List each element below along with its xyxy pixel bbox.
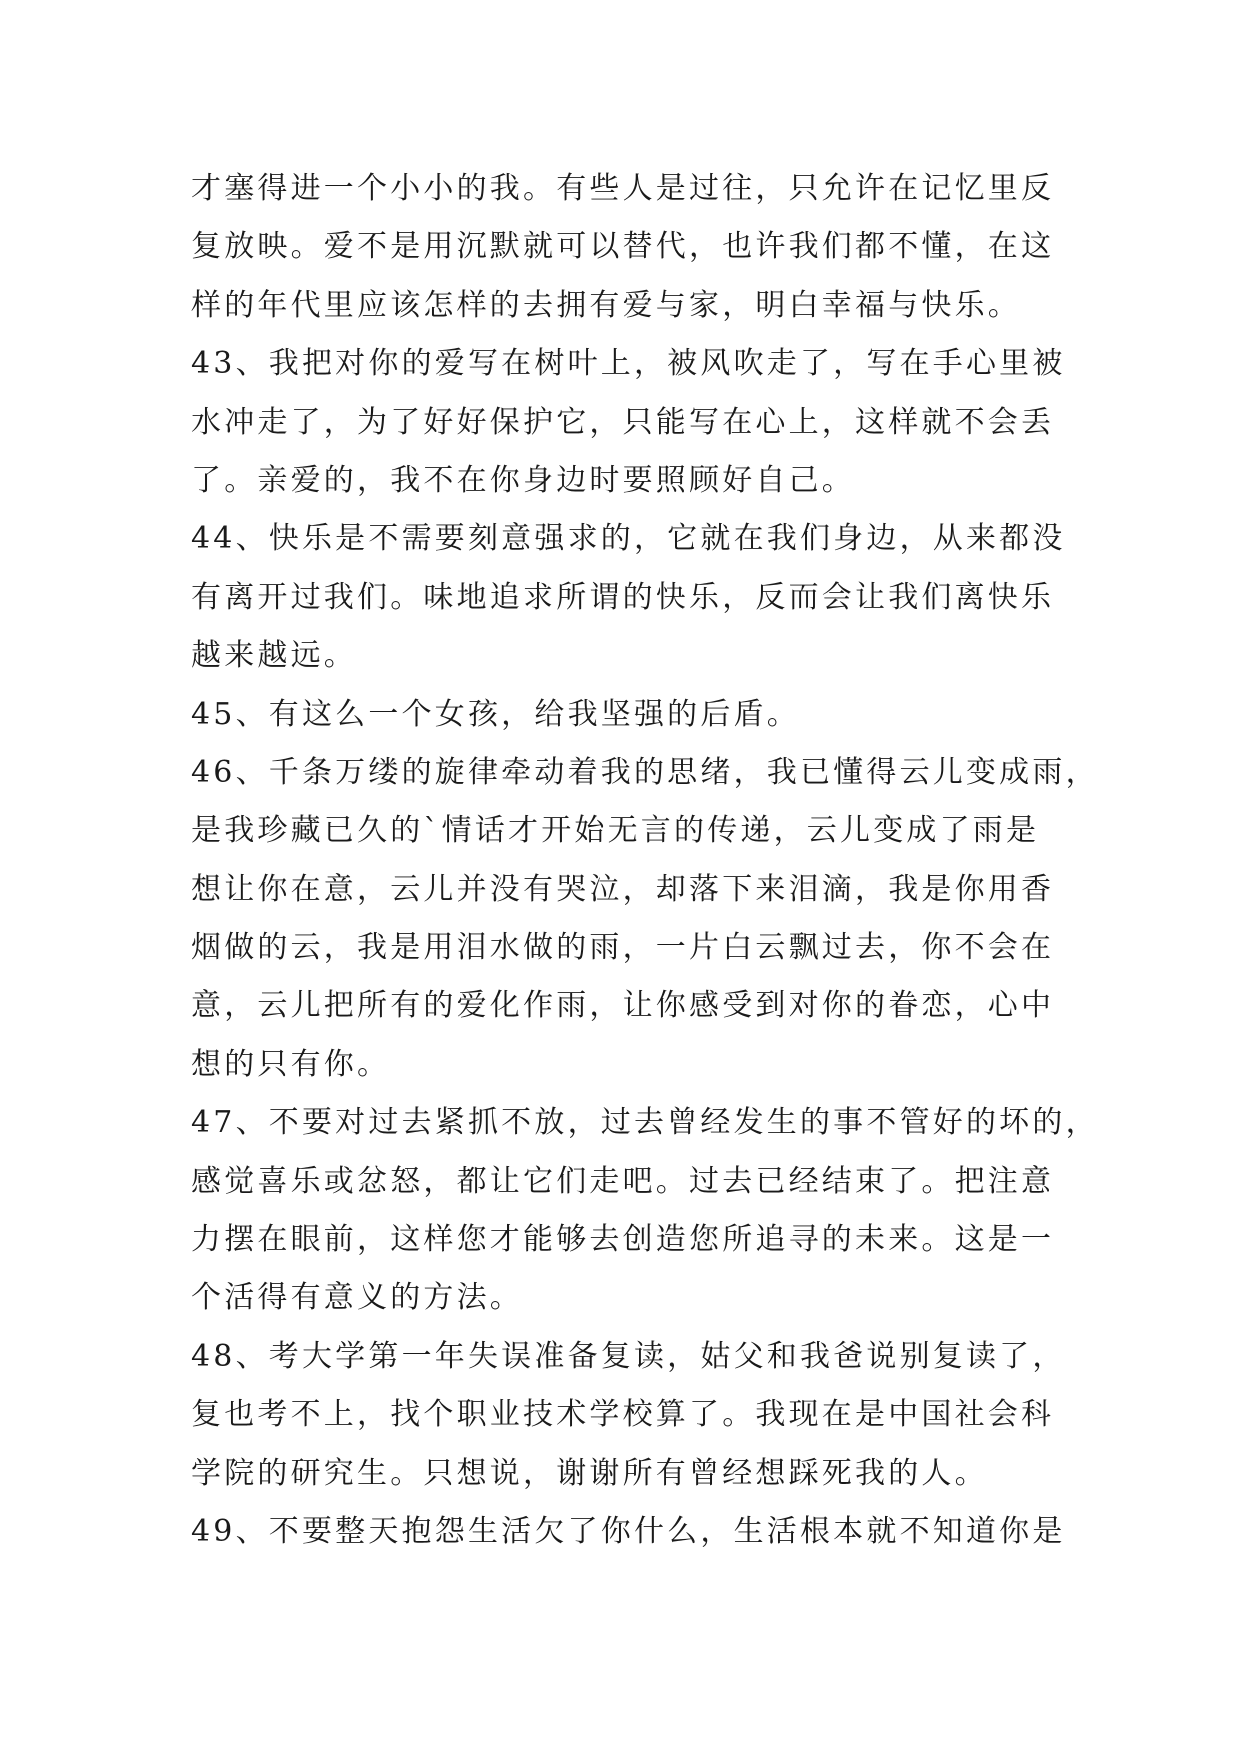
text-line: 才塞得进一个小小的我。有些人是过往，只允许在记忆里反 [191, 171, 1055, 206]
text-line: 水冲走了，为了好好保护它，只能写在心上，这样就不会丢 [191, 404, 1055, 440]
text-line: 想让你在意，云儿并没有哭泣，却落下来泪滴，我是你用香 [191, 871, 1055, 907]
text-line: 样的年代里应该怎样的去拥有爱与家，明白幸福与快乐。 [191, 287, 1021, 323]
text-line: 意，云儿把所有的爱化作雨，让你感受到对你的眷恋，心中 [191, 988, 1055, 1024]
text-line: 感觉喜乐或忿怒，都让它们走吧。过去已经结束了。把注意 [191, 1163, 1055, 1199]
text-line: 个活得有意义的方法。 [191, 1280, 523, 1316]
text-line: 46、千条万缕的旋律牵动着我的思绪，我已懂得云儿变成雨， [191, 754, 1099, 790]
text-line: 复放映。爱不是用沉默就可以替代，也许我们都不懂，在这 [191, 229, 1055, 265]
text-line: 43、我把对你的爱写在树叶上，被风吹走了，写在手心里被 [191, 346, 1066, 382]
text-line: 了。亲爱的，我不在你身边时要照顾好自己。 [191, 462, 855, 498]
text-line: 学院的研究生。只想说，谢谢所有曾经想踩死我的人。 [191, 1455, 988, 1491]
text-line: 想的只有你。 [191, 1046, 391, 1082]
text-line: 48、考大学第一年失误准备复读，姑父和我爸说别复读了， [191, 1338, 1066, 1374]
text-line: 复也考不上，找个职业技术学校算了。我现在是中国社会科 [191, 1397, 1055, 1433]
text-line: 力摆在眼前，这样您才能够去创造您所追寻的未来。这是一 [191, 1222, 1055, 1258]
text-line: 烟做的云，我是用泪水做的雨，一片白云飘过去，你不会在 [191, 930, 1055, 966]
text-line: 49、不要整天抱怨生活欠了你什么，生活根本就不知道你是 [191, 1513, 1066, 1549]
text-line: 有离开过我们。味地追求所谓的快乐，反而会让我们离快乐 [191, 579, 1055, 615]
text-line: 越来越远。 [191, 638, 357, 674]
text-line: 44、快乐是不需要刻意强求的，它就在我们身边，从来都没 [191, 521, 1066, 557]
text-line: 45、有这么一个女孩，给我坚强的后盾。 [191, 696, 800, 732]
text-line: 47、不要对过去紧抓不放，过去曾经发生的事不管好的坏的， [191, 1105, 1099, 1141]
body-text [191, 160, 1099, 1561]
text-line: 是我珍藏已久的`情话才开始无言的传递，云儿变成了雨是 [191, 813, 1040, 849]
